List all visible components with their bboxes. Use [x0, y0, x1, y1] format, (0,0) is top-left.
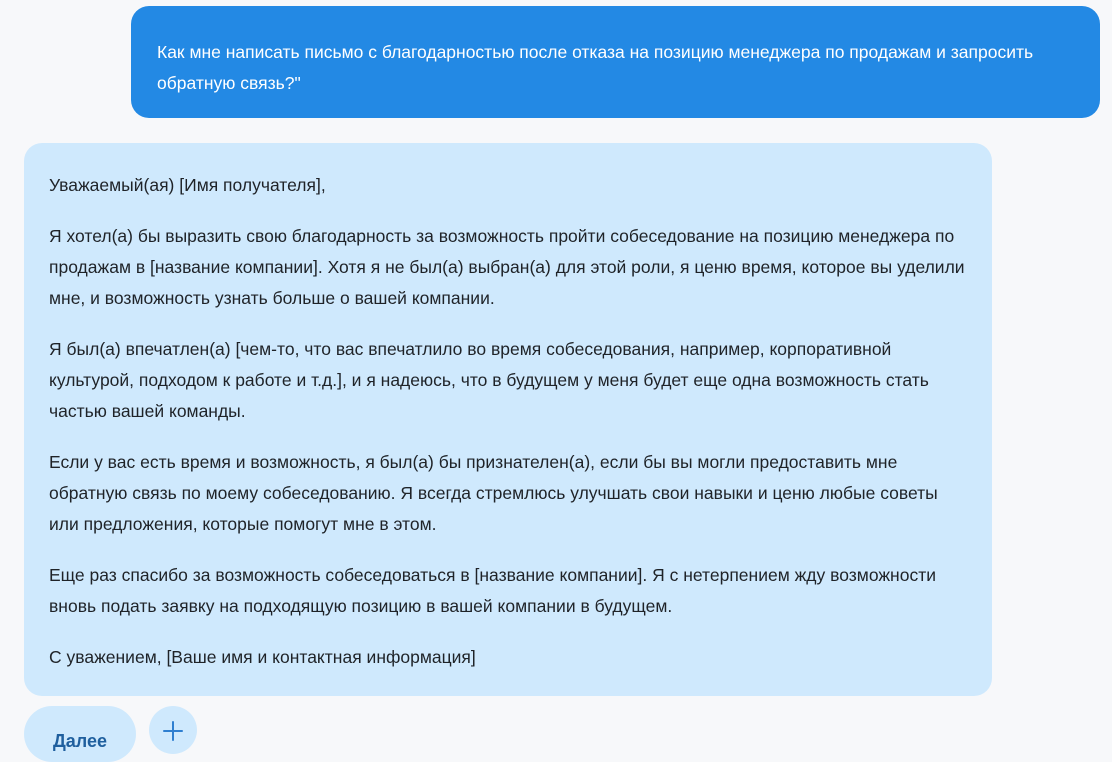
user-message-bubble — [131, 6, 1100, 118]
user-message-text: Как мне написать письмо с благодарностью после отказа на позицию менеджера по продажам и запросить обратную связь?" — [157, 42, 1034, 93]
assistant-message-bubble — [24, 143, 992, 696]
letter-paragraph-feedback: Если у вас есть время и возможность, я был(а) бы признателен(а), если бы вы могли предоставить мне обратную связь по моему собеседованию. Я всегда стремлюсь улучшать свои навыки и ценю любые советы или предложения, которые помогут мне в этом. — [49, 452, 938, 534]
next-button[interactable]: Далее — [24, 706, 136, 762]
letter-paragraph-gratitude: Я хотел(а) бы выразить свою благодарность за возможность пройти собеседование на позицию менеджера по продажам в [название компании]. Хотя я не был(а) выбран(а) для этой роли, я ценю время, которое вы уделили мне, и возможность узнать больше о вашей компании. — [49, 226, 965, 308]
letter-paragraph-impression: Я был(а) впечатлен(а) [чем-то, что вас впечатлило во время собеседования, например, корпоративной культурой, подходом к работе и т.д.], и я надеюсь, что в будущем у меня будет еще одна возможность стать частью вашей команды. — [49, 339, 929, 421]
letter-greeting: Уважаемый(ая) [Имя получателя], — [49, 175, 326, 195]
plus-icon — [149, 706, 197, 754]
letter-signature: С уважением, [Ваше имя и контактная информация] — [49, 647, 476, 667]
add-button[interactable] — [149, 706, 197, 754]
letter-paragraph-thanks: Еще раз спасибо за возможность собеседоваться в [название компании]. Я с нетерпением жду возможности вновь подать заявку на подходящую позицию в вашей компании в будущем. — [49, 565, 936, 616]
